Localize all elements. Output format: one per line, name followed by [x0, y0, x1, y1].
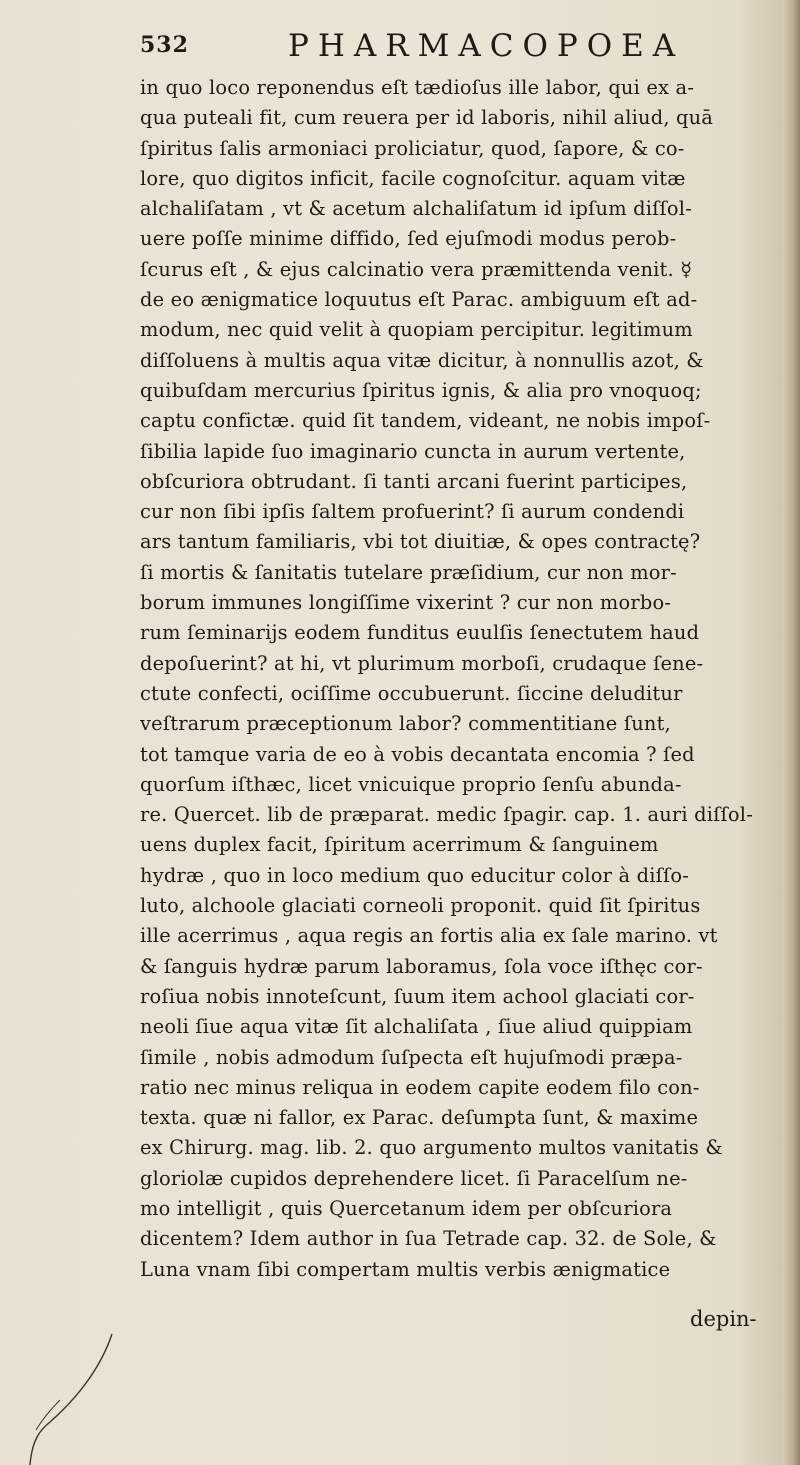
- text-line: ctute confecti, ociſſime occubuerunt. ſiccine deluditur: [140, 681, 683, 705]
- text-line: re. Quercet. lib de præparat. medic ſpagir. cap. 1. auri diſſol-: [140, 803, 753, 827]
- text-line: ſpiritus ſalis armoniaci proliciatur, quod, ſapore, & co-: [140, 136, 685, 160]
- text-line: captu confictæ. quid ſit tandem, videant, ne nobis impoſ-: [140, 409, 711, 433]
- text-line: ſimile , nobis admodum ſuſpecta eſt hujuſmodi præpa-: [140, 1045, 683, 1069]
- text-line: uere poſſe minime diffido, ſed ejuſmodi modus perob-: [140, 227, 677, 251]
- text-line: hydræ , quo in loco medium quo educitur color à diſſo-: [140, 863, 689, 887]
- text-line: alchaliſatam , vt & acetum alchaliſatum id ipſum diſſol-: [140, 197, 692, 221]
- text-line: rum ſeminarijs eodem funditus euulſis ſenectutem haud: [140, 621, 700, 645]
- text-line: quibuſdam mercurius ſpiritus ignis, & alia pro vnoquoq;: [140, 378, 702, 402]
- text-line: modum, nec quid velit à quopiam percipitur. legitimum: [140, 318, 693, 342]
- text-line: ars tantum familiaris, vbi tot diuitiæ, & opes contractę?: [140, 530, 701, 554]
- text-line: lore, quo digitos inficit, facile cognoſcitur. aquam vitæ: [140, 166, 686, 190]
- text-line: & ſanguis hydræ parum laboramus, ſola voce iſthęc cor-: [140, 954, 703, 978]
- text-line: ille acerrimus , aqua regis an fortis alia ex ſale marino. vt: [140, 924, 718, 948]
- text-line: ſcurus eſt , & ejus calcinatio vera præmittenda venit. ☿: [140, 257, 693, 281]
- text-line: in quo loco reponendus eſt tædioſus ille labor, qui ex a-: [140, 76, 695, 99]
- page-number: 532: [140, 32, 189, 58]
- text-line: dicentem? Idem author in ſua Tetrade cap. 32. de Sole, &: [140, 1227, 717, 1251]
- text-line: mo intelligit , quis Quercetanum idem per obſcuriora: [140, 1196, 673, 1220]
- text-line: Luna vnam ſibi compertam multis verbis ænigmatice: [140, 1257, 671, 1281]
- text-line: depoſuerint? at hi, vt plurimum morboſi, crudaque ſene-: [140, 651, 704, 675]
- text-line: ſibilia lapide ſuo imaginario cuncta in aurum vertente,: [140, 439, 686, 463]
- text-line: veſtrarum præceptionum labor? commentitiane ſunt,: [140, 712, 671, 736]
- running-title: PHARMACOPOEA: [288, 28, 685, 64]
- text-line: borum immunes longiſſime vixerint ? cur non morbo-: [140, 591, 672, 615]
- text-line: roſiua nobis innoteſcunt, ſuum item achool glaciati cor-: [140, 984, 695, 1008]
- text-line: qua puteali fit, cum reuera per id laboris, nihil aliud, quā: [140, 106, 714, 130]
- text-line: quorſum iſthæc, licet vnicuique proprio ſenſu abunda-: [140, 772, 682, 796]
- pen-scribble-mark: [20, 1330, 140, 1465]
- body-text: [140, 73, 780, 1285]
- page-header: [140, 28, 740, 72]
- page-edge: [782, 0, 800, 1465]
- text-line: diſſoluens à multis aqua vitæ dicitur, à nonnullis azot, &: [140, 348, 704, 372]
- text-line: uens duplex facit, ſpiritum acerrimum & ſanguinem: [140, 833, 659, 857]
- text-line: gloriolæ cupidos deprehendere licet. ſi Paracelſum ne-: [140, 1166, 688, 1190]
- text-line: ratio nec minus reliqua in eodem capite eodem filo con-: [140, 1075, 700, 1099]
- text-line: luto, alchoole glaciati corneoli proponit. quid ſit ſpiritus: [140, 894, 701, 918]
- text-line: texta. quæ ni fallor, ex Parac. deſumpta ſunt, & maxime: [140, 1106, 699, 1130]
- text-line: cur non ſibi ipſis ſaltem profuerint? ſi aurum condendi: [140, 500, 685, 524]
- text-line: ſi mortis & ſanitatis tutelare præſidium, cur non mor-: [140, 560, 677, 584]
- text-line: de eo ænigmatice loquutus eſt Parac. ambiguum eſt ad-: [140, 288, 698, 312]
- text-line: tot tamque varia de eo à vobis decantata encomia ? ſed: [140, 742, 695, 766]
- text-line: obſcuriora obtrudant. ſi tanti arcani fuerint participes,: [140, 469, 688, 493]
- catchword: depin-: [690, 1307, 757, 1331]
- text-line: ex Chirurg. mag. lib. 2. quo argumento multos vanitatis &: [140, 1136, 723, 1160]
- text-line: neoli ſiue aqua vitæ ſit alchaliſata , ſiue aliud quippiam: [140, 1015, 693, 1039]
